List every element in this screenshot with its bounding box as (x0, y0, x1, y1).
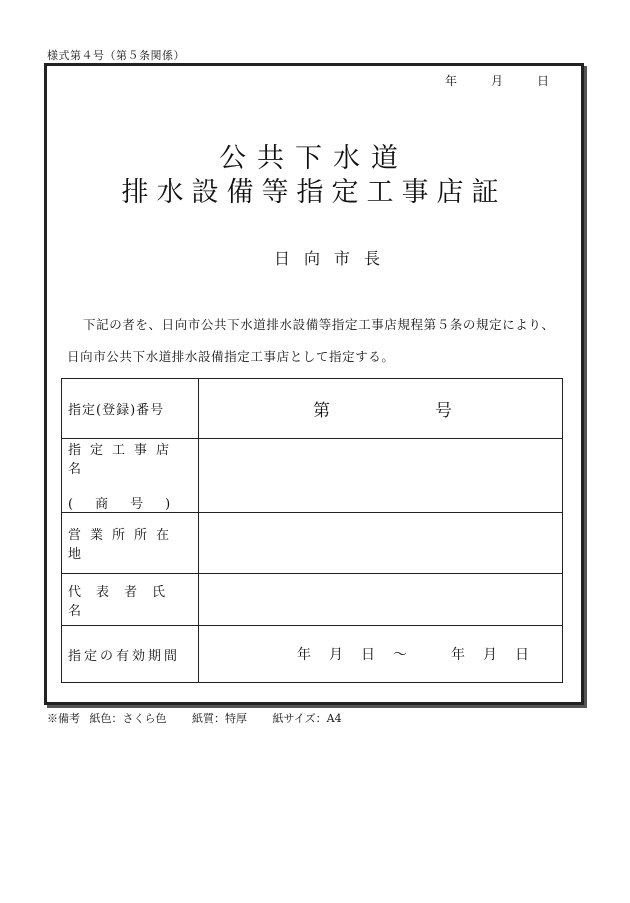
period-start-day: 日 (361, 647, 375, 663)
footnote-note: ※備考 (47, 712, 80, 725)
period-start-month: 月 (329, 647, 343, 663)
period-end-month: 月 (483, 647, 497, 663)
contractor-name-label-text: 指定工事店名 (68, 443, 179, 477)
representative-name-label: 代表者氏名 (62, 574, 199, 626)
issue-date (411, 72, 549, 89)
period-end-day: 日 (515, 647, 529, 663)
number-prefix: 第 (313, 401, 330, 421)
footnote-paper-quality: 紙質：特厚 (192, 712, 247, 725)
period-start-year: 年 (297, 647, 311, 663)
representative-name-value (199, 574, 563, 626)
office-address-label: 営業所所在地 (62, 513, 199, 574)
footnote-paper-size: 紙サイズ：A4 (272, 712, 342, 725)
certificate-title-line2: 排水設備等指定工事店証 (121, 177, 507, 208)
certificate-details-table (61, 378, 563, 683)
validity-period-value (199, 626, 563, 683)
body-text-line1: 下記の者を、日向市公共下水道排水設備等指定工事店規程第５条の規定により、 (83, 317, 555, 332)
trade-name-label: (商号) (68, 497, 193, 512)
date-month: 月 (490, 74, 503, 88)
date-year: 年 (444, 74, 457, 88)
designation-number-value (199, 379, 563, 439)
issuer-name: 日向市長 (273, 249, 394, 268)
contractor-name-label (62, 439, 199, 513)
validity-period-label: 指定の有効期間 (62, 626, 199, 683)
period-tilde: ～ (393, 647, 407, 663)
certificate-title-line1: 公共下水道 (219, 143, 409, 174)
number-suffix: 号 (435, 401, 452, 421)
date-day: 日 (536, 74, 549, 88)
certificate-frame (44, 63, 584, 705)
table-row (62, 379, 563, 439)
footnote-paper-color: 紙色：さくら色 (89, 712, 167, 725)
table-row (62, 439, 563, 513)
table-row (62, 574, 563, 626)
footnote (47, 710, 364, 726)
form-number-label: 様式第４号（第５条関係） (47, 49, 185, 62)
body-text-line2: 日向市公共下水道排水設備指定工事店として指定する。 (67, 349, 395, 364)
office-address-value (199, 513, 563, 574)
designation-number-label: 指定(登録)番号 (62, 379, 199, 439)
table-row (62, 513, 563, 574)
period-end-year: 年 (451, 647, 465, 663)
contractor-name-value (199, 439, 563, 513)
table-row (62, 626, 563, 683)
